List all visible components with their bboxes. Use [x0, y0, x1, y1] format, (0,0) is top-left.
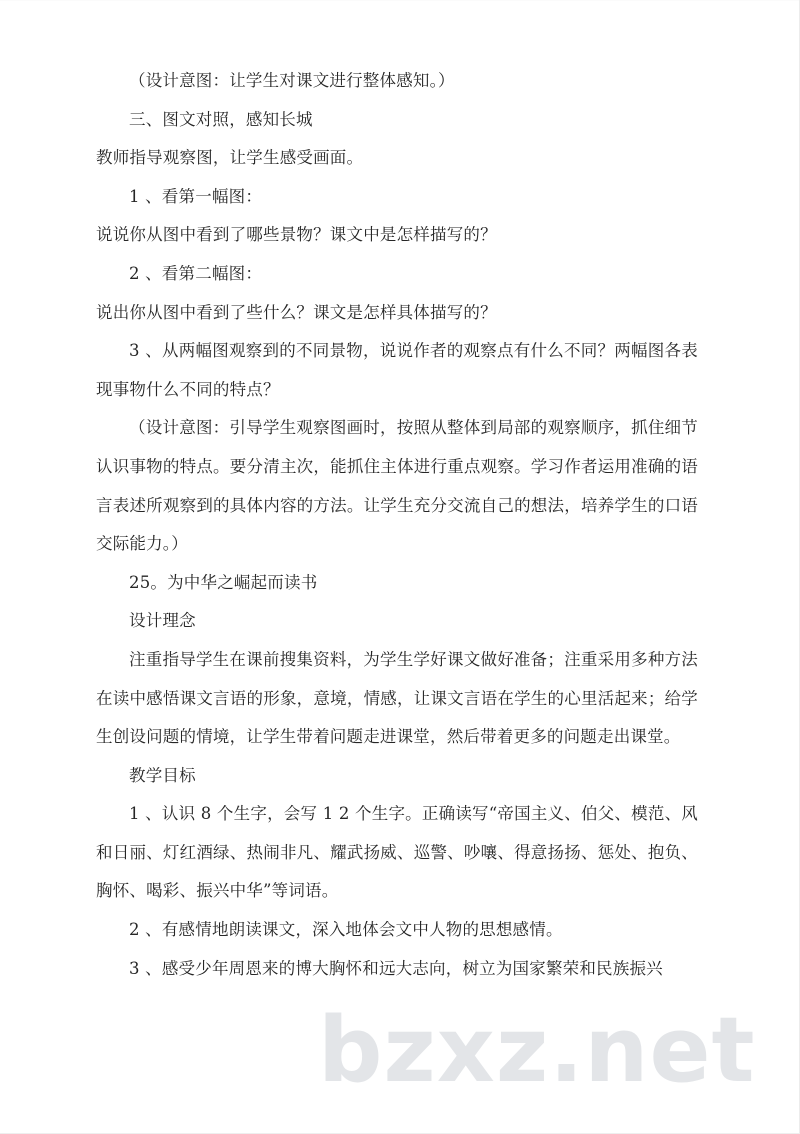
document-paragraph: 1 、看第一幅图：	[129, 186, 263, 206]
document-paragraph: 1 、认识 8 个生字，会写 1 2 个生字。正确读写“帝国主义、伯父、模范、风和日丽、灯红酒绿、热闹非凡、耀武扬威、巡警、吵嚷、得意扬扬、惩处、抱负、胸怀、喝彩、振兴中华”等词语。	[96, 804, 698, 901]
document-paragraph: 三、图文对照，感知长城	[129, 109, 313, 129]
document-paragraph: 25。为中华之崛起而读书	[129, 572, 318, 592]
document-paragraph: （设计意图：让学生对课文进行整体感知。）	[129, 71, 455, 90]
document-paragraph: 说说你从图中看到了哪些景物？课文中是怎样描写的？	[96, 225, 497, 245]
document-paragraph: 说出你从图中看到了些什么？课文是怎样具体描写的？	[96, 302, 497, 322]
document-paragraph: 2 、有感情地朗读课文，深入地体会文中人物的思想感情。	[129, 920, 563, 940]
document-text-body	[96, 62, 698, 988]
document-paragraph: 3 、感受少年周恩来的博大胸怀和远大志向，树立为国家繁荣和民族振兴	[129, 958, 663, 978]
document-paragraph: 注重指导学生在课前搜集资料，为学生学好课文做好准备；注重采用多种方法在读中感悟课文言语的形象，意境，情感，让课文言语在学生的心里活起来；给学生创设问题的情境，让学生带着问题走进课堂，然后带着更多的问题走出课堂。	[96, 649, 698, 747]
document-paragraph: （设计意图：引导学生观察图画时，按照从整体到局部的观察顺序，抓住细节认识事物的特点。要分清主次，能抓住主体进行重点观察。学习作者运用准确的语言表述所观察到的具体内容的方法。让学生充分交流自己的想法，培养学生的口语交际能力。）	[96, 418, 698, 554]
document-paragraph: 2 、看第二幅图：	[129, 263, 263, 283]
watermark-bzxz-net: bzxz.net	[318, 998, 756, 1103]
document-paragraph: 设计理念	[129, 611, 196, 631]
document-paragraph: 3 、从两幅图观察到的不同景物，说说作者的观察点有什么不同？两幅图各表现事物什么不同的特点？	[96, 341, 698, 399]
document-paragraph: 教师指导观察图，让学生感受画面。	[96, 148, 364, 168]
document-paragraph: 教学目标	[129, 765, 196, 785]
